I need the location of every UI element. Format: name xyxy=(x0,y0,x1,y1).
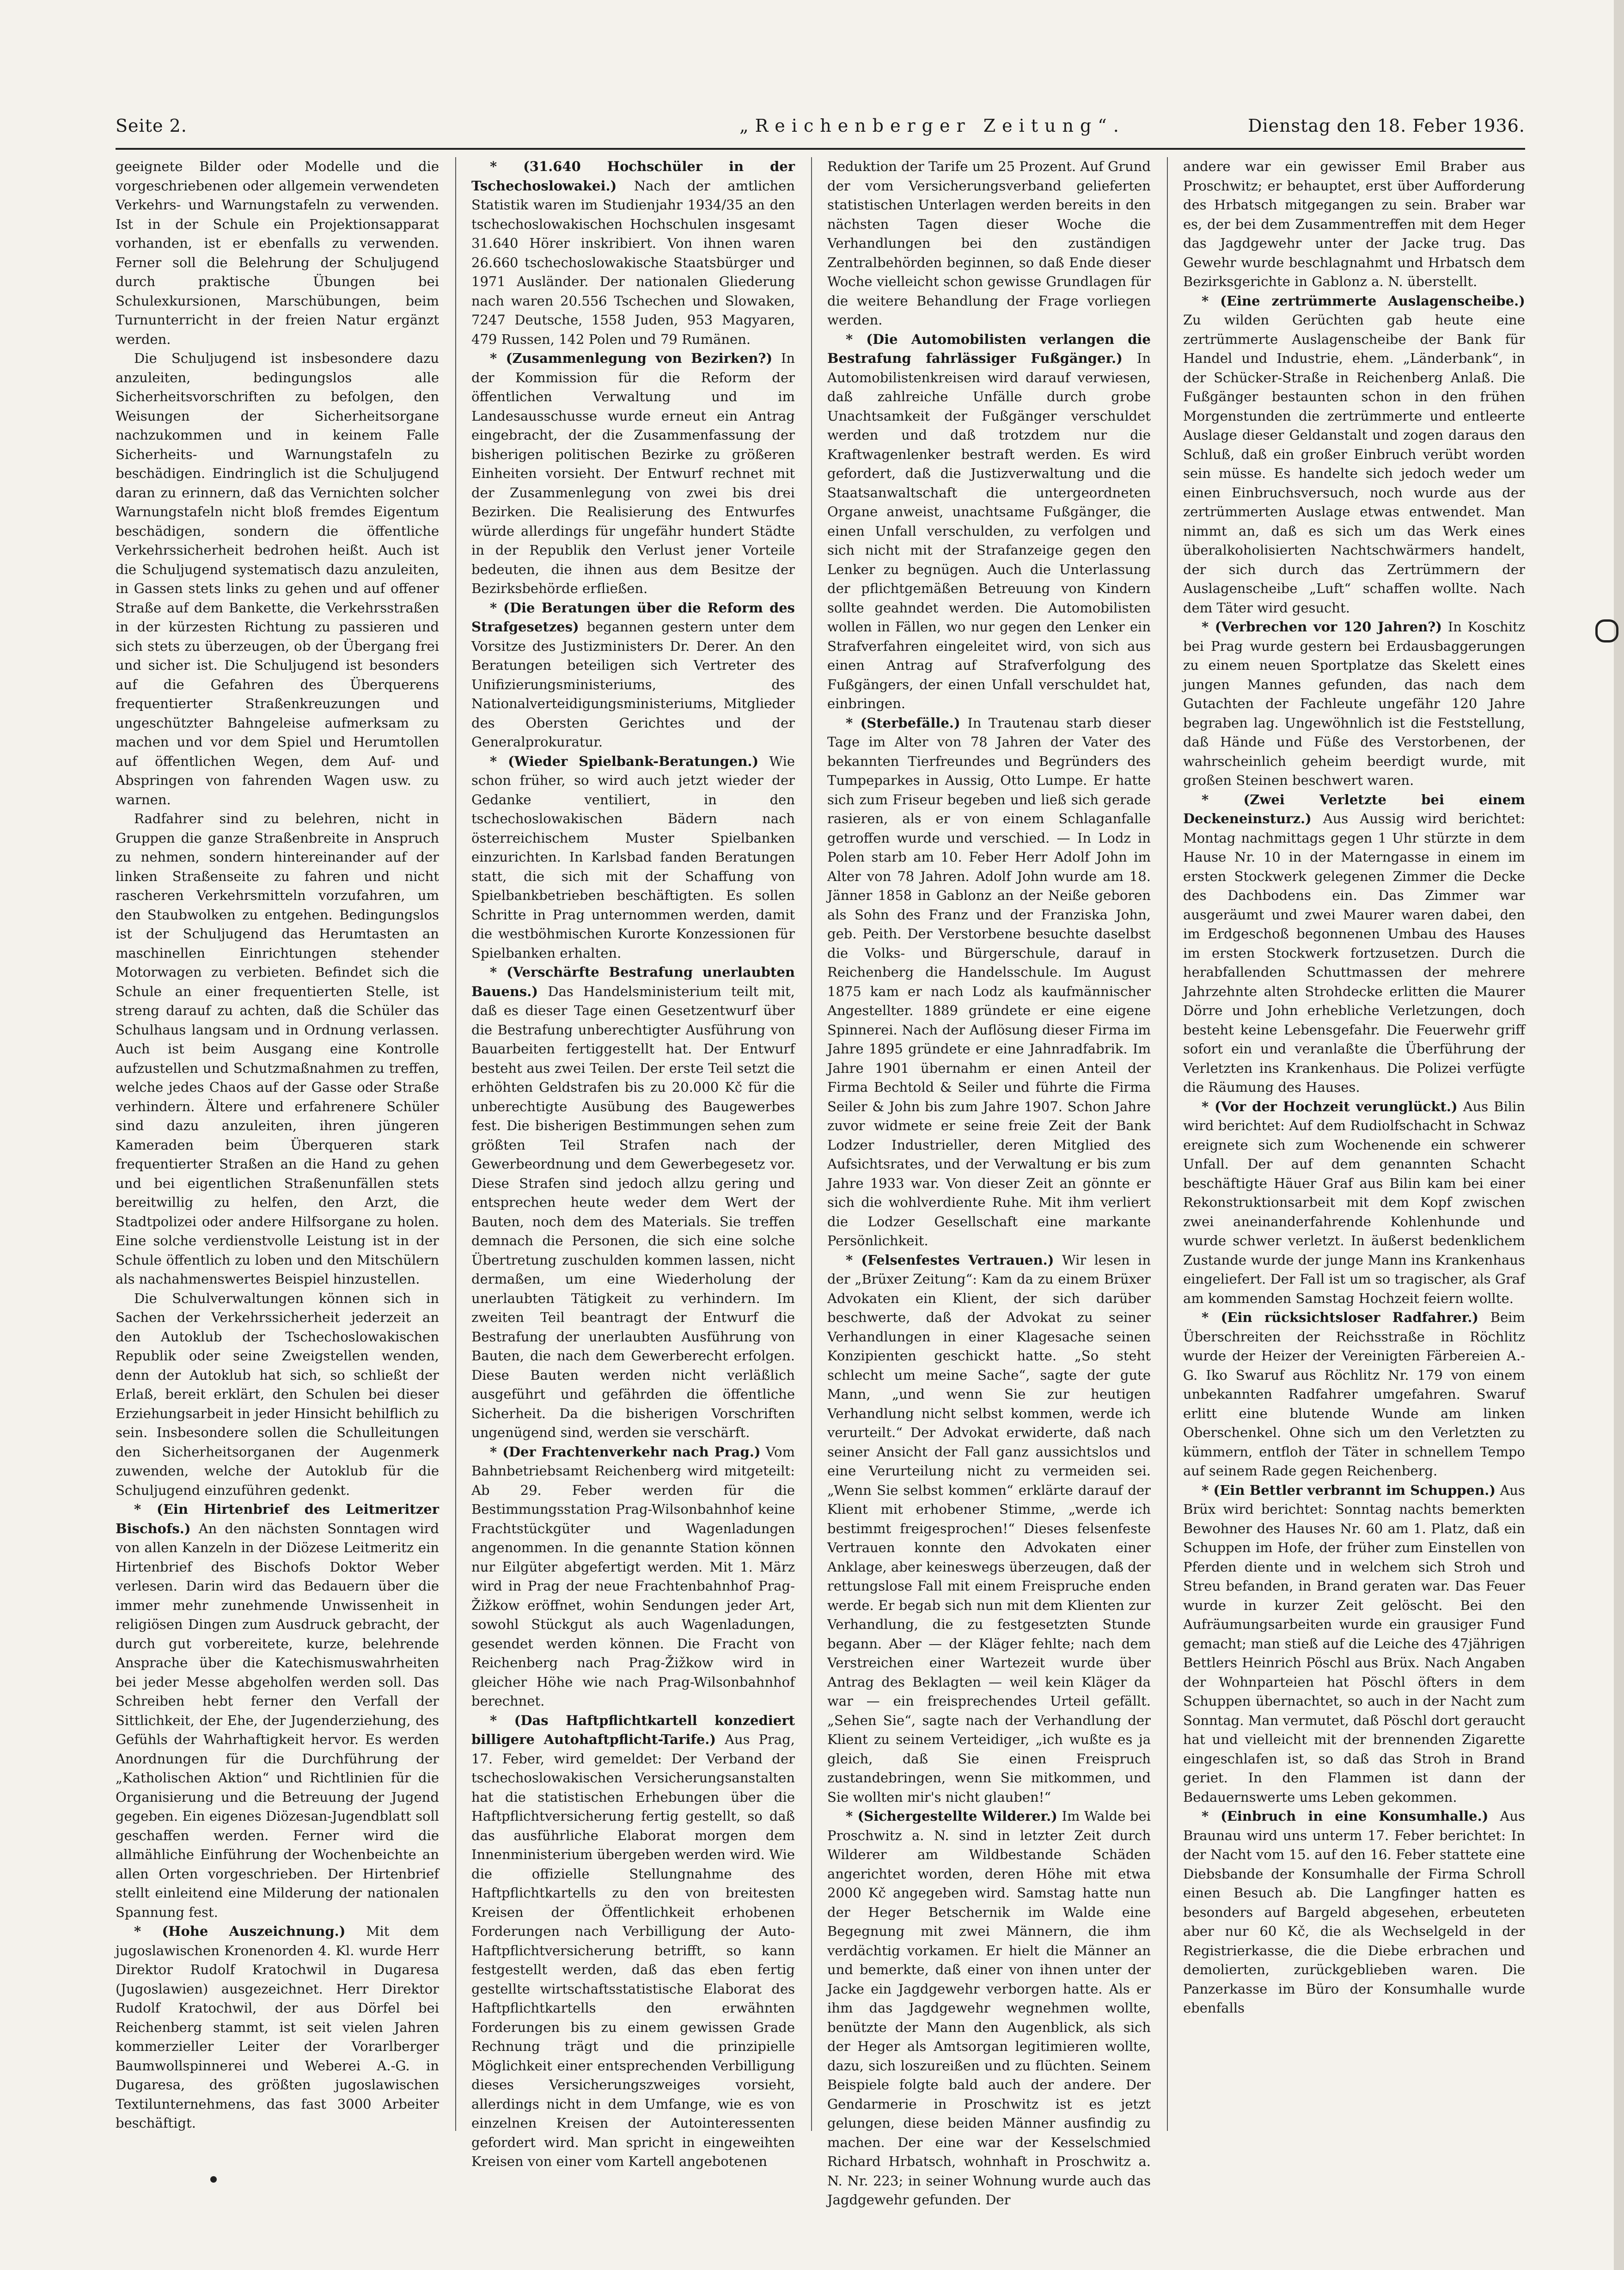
article-heading: * (Wieder Spielbank-Beratungen.) xyxy=(490,753,759,769)
column-2 xyxy=(471,157,795,2169)
column-divider xyxy=(455,157,456,2131)
article-heading: * (Eine zertrümmerte Auslagenscheibe.) xyxy=(1202,293,1525,309)
article-body: In Trautenau starb dieser Tage im Alter von 78 Jahren der Vater des bekannten Tierfreundes und Begründers des Tumpeparkes in Aussig, Otto Lumpe. Er hatte sich zum Friseur begeben und ließ sich gerade rasieren, als er von einem Schlaganfalle getroffen wurde und verschied. — In Lodz in Polen starb am 10. Feber Herr Adolf John im Alter von 78 Jahren. Adolf John wurde am 18. Jänner 1858 in Gablonz an der Neiße geboren als Sohn des Franz und der Franziska John, geb. Peith. Der Verstorbene besuchte daselbst die Volks- und Bürgerschule, darauf in Reichenberg die Handelsschule. Im August 1875 kam er nach Lodz als kaufmännischer Angestellter. 1889 gründete er eine eigene Spinnerei. Nach der Auflösung dieser Firma im Jahre 1895 gründete er eine Jahnradfabrik. Im Jahre 1901 übernahm er einen Anteil der Firma Bechtold & Seiler und führte die Firma Seiler & John bis zum Jahre 1907. Schon Jahre zuvor widmete er seine freie Zeit der Bank Lodzer Industrieller, deren Mitglied des Aufsichtsrates, und der Verwaltung er bis zum Jahre 1933 war. Von dieser Zeit an gönnte er sich die wohlverdiente Ruhe. Mit ihm verliert die Lodzer Gesellschaft eine markante Persönlichkeit. xyxy=(827,715,1151,1248)
article-heading: * (Die Automobilisten verlangen die Bestrafung fahrlässiger Fußgänger.) xyxy=(827,331,1151,366)
article-paragraph xyxy=(116,1500,439,1922)
column-1 xyxy=(116,157,439,2131)
article-body: Zu wilden Gerüchten gab heute eine zertrümmerte Auslagenscheibe der Bank für Handel und Industrie, ehem. „Länderbank“, in der Schücker-Straße in Reichenberg Anlaß. Die Fußgänger bestaunten schon in den frühen Morgenstunden die zertrümmerte und entleerte Auslage dieser Geldanstalt und zogen daraus den Schluß, daß ein großer Einbruch verübt worden sein müsse. Es handelte sich jedoch weder um einen Einbruchsversuch, noch wurde aus der zertrümmerten Auslage etwas entwendet. Man nimmt an, daß es sich um das Werk eines überalkoholisierten Nachtschwärmers handelt, der sich durch das Zertrümmern der Auslagenscheibe „Luft“ schaffen wollte. Nach dem Täter wird gesucht. xyxy=(1183,312,1525,616)
article-heading: * (Der Frachtenverkehr nach Prag.) xyxy=(490,1444,761,1460)
page-label: Seite 2. xyxy=(116,116,187,136)
article-heading: * (Felsenfestes Vertrauen.) xyxy=(846,1252,1054,1268)
article-heading: * (Zwei Verletzte bei einem Deckeneinsturz.) xyxy=(1183,791,1525,826)
article-body: begannen gestern unter dem Vorsitze des Justizministers Dr. Derer. An den Beratungen beteiligen sich Vertreter des Unifizierungsministeriums, des Nationalverteidigungsministeriums, Mitglieder des Obersten Gerichtes und der Generalprokuratur. xyxy=(471,619,795,750)
binding-mark xyxy=(1595,619,1618,642)
article-body: Radfahrer sind zu belehren, nicht in Gruppen die ganze Straßenbreite in Anspruch zu nehmen, sondern hintereinander auf der linken Straßenseite zu fahren und nicht rascheren Verkehrsmitteln vorzufahren, um den Staubwolken zu entgehen. Bedingungslos ist der Schuljugend das Herumtasten an maschinellen Einrichtungen stehender Motorwagen zu verbieten. Befindet sich die Schule an einer frequentierten Stelle, ist streng darauf zu achten, daß die Schüler das Schulhaus langsam und in Ordnung verlassen. Auch ist beim Ausgang eine Kontrolle aufzustellen und Schutzmaßnahmen zu treffen, welche jedes Chaos auf der Gasse oder Straße verhindern. Ältere und erfahrenere Schüler sind dazu anzuleiten, ihren jüngeren Kameraden beim Überqueren stark frequentierter Straßen an die Hand zu gehen und bei eigentlichen Straßenunfällen stets bereitwillig zu helfen, den Arzt, die Stadtpolizei oder andere Hilfsorgane zu holen. Eine solche verdienstvolle Leistung ist in der Schule öffentlich zu loben und den Mitschülern als nachahmenswertes Beispiel hinzustellen. xyxy=(116,811,439,1287)
text-paragraph xyxy=(116,809,439,1289)
article-paragraph xyxy=(827,1807,1151,2210)
article-heading: * (Hohe Auszeichnung.) xyxy=(134,1923,346,1939)
article-body: Aus Aussig wird berichtet: Montag nachmittags gegen 1 Uhr stürzte in dem Hause Nr. 10 in der Materngasse in einem im ersten Stockwerk gelegenen Zimmer die Decke des Dachbodens ein. Das Zimmer war ausgeräumt und zwei Maurer waren dabei, den im Erdgeschoß begonnenen Umbau des Hauses im ersten Stockwerk fortzusetzen. Durch die herabfallenden Schuttmassen der mehrere Jahrzehnte alten Strohdecke erlitten die Maurer Dörre und John erhebliche Verletzungen, doch besteht keine Lebensgefahr. Die Feuerwehr griff sofort ein und veranlaßte die Überführung der Verletzten ins Krankenhaus. Die Polizei verfügte die Räumung des Hauses. xyxy=(1183,811,1525,1095)
header-rule xyxy=(116,148,1525,150)
text-paragraph xyxy=(1183,157,1525,292)
article-body: Wir lesen in der „Brüxer Zeitung“: Kam da zu einem Brüxer Advokaten ein Klient, der sich darüber beschwerte, daß der Advokat zu seiner Verhandlungen in einer Klagesache seinen Konzipienten geschickt hatte. „So steht schlecht um meine Sache“, sagte der gute Mann, „und wenn Sie zur heutigen Verhandlung nicht selbst kommen, werde ich verurteilt.“ Der Advokat erwiderte, daß nach seiner Ansicht der Fall ganz aussichtslos und eine Verurteilung nicht zu vermeiden sei. „Wenn Sie selbst kommen“ erklärte darauf der Klient mit erhobener Stimme, „werde ich bestimmt freigesprochen!“ Dieses felsenfeste Vertrauen konnte den Advokaten einer Anklage, aber keineswegs überzeugen, daß der rettungslose Fall mit einem Freispruche enden werde. Er begab sich nun mit dem Klienten zur Verhandlung, die zu festgesetzten Stunde begann. Aber — der Kläger fehlte; nach dem Verstreichen einer Wartezeit wurde über Antrag des Beklagten — weil kein Kläger da war — ein freisprechendes Urteil gefällt. „Sehen Sie“, sagte nach der Verhandlung der Klient zu seinem Verteidiger, „ich wußte es ja gleich, daß Sie einen Freispruch zustandebringen, wenn Sie mitkommen, und Sie wollten mir's nicht glauben!“ xyxy=(827,1252,1151,1805)
article-paragraph xyxy=(471,1711,795,2172)
article-paragraph xyxy=(1183,1097,1525,1309)
article-paragraph xyxy=(1183,618,1525,790)
column-divider xyxy=(811,157,812,2131)
running-head xyxy=(116,116,1525,143)
article-heading: * (Verschärfte Bestrafung unerlaubten Bauens.) xyxy=(471,964,795,999)
article-heading: * (Sterbefälle.) xyxy=(846,715,960,731)
article-paragraph xyxy=(1183,1807,1525,2018)
article-heading: * (Zusammenlegung von Bezirken?) xyxy=(490,350,773,366)
column-divider xyxy=(1167,157,1168,2131)
article-paragraph xyxy=(116,1922,439,2133)
article-body: In der Kommission für die Reform der öffentlichen Verwaltung und im Landesausschusse wurde erneut ein Antrag eingebracht, der die Zusammenfassung der bisherigen politischen Bezirke zu größeren Einheiten vorsieht. Der Entwurf rechnet mit der Zusammenlegung von zwei bis drei Bezirken. Die Realisierung des Entwurfes würde allerdings für ungefähr hundert Städte in der Republik den Verlust jener Vorteile bedeuten, die ihnen aus dem Besitze der Bezirksbehörde erfließen. xyxy=(471,350,795,596)
ink-dot xyxy=(210,2176,217,2183)
article-body: Aus Prag, 17. Feber, wird gemeldet: Der Verband der tschechoslowakischen Versicherungsanstalten hat die statistischen Erhebungen über die Haftpflichtversicherung fertig gestellt, so daß das ausführliche Elaborat morgen dem Innenministerium übergeben werden wird. Wie die offizielle Stellungnahme des Haftpflichtkartells zu den von breitesten Kreisen der Öffentlichkeit erhobenen Forderungen nach Verbilligung der Auto-Haftpflichtversicherung betrifft, so kann festgestellt werden, daß das eben fertig gestellte wirtschaftsstatistische Elaborat des Haftpflichtkartells den erwähnten Forderungen bis zu einem gewissen Grade Rechnung trägt und die prinzipielle Möglichkeit einer entsprechenden Verbilligung dieses Versicherungszweiges vorsieht, allerdings nicht in dem Umfange, wie es von einzelnen Kreisen der Autointeressenten gefordert wird. Man spricht in eingeweihten Kreisen von einer vom Kartell angebotenen xyxy=(471,1732,795,2169)
article-body: Aus Braunau wird uns unterm 17. Feber berichtet: In der Nacht vom 15. auf den 16. Feber stattete eine Diebsbande der Konsumhalle der Firma Schroll einen Besuch ab. Die Langfinger hatten es besonders auf Bargeld abgesehen, erbeuteten aber nur 60 Kč, die als Wechselgeld in der Registrierkasse, die die Diebe erbrachen und demolierten, zurückgeblieben waren. Die Panzerkasse im Büro der Konsumhalle wurde ebenfalls xyxy=(1183,1808,1526,2016)
article-body: In Koschitz bei Prag wurde gestern bei Erdausbaggerungen zu einem neuen Sportplatze das Skelett eines jungen Mannes gefunden, das nach dem Gutachten der Fachleute ungefähr 120 Jahre begraben lag. Ungewöhnlich ist die Feststellung, daß Hände und Füße des Verstorbenen, der wahrscheinlich geheim beerdigt wurde, mit großen Steinen beschwert waren. xyxy=(1183,619,1525,788)
newspaper-title: „Reichenberger Zeitung“. xyxy=(739,116,1125,136)
article-paragraph xyxy=(1183,1481,1525,1807)
scan-edge xyxy=(1614,0,1624,2270)
article-body: Nach der amtlichen Statistik waren im Studienjahr 1934/35 an den tschechoslowakischen Hochschulen insgesamt 31.640 Hörer inskribiert. Von ihnen waren 26.660 tschechoslowakische Staatsbürger und 1971 Ausländer. Der nationalen Gliederung nach waren 20.556 Tschechen und Slowaken, 7247 Deutsche, 1558 Juden, 953 Magyaren, 479 Russen, 142 Polen und 79 Rumänen. xyxy=(471,177,795,347)
text-paragraph xyxy=(827,157,1151,330)
article-heading: * (Einbruch in eine Konsumhalle.) xyxy=(1202,1808,1489,1824)
issue-date: Dienstag den 18. Feber 1936. xyxy=(1248,116,1525,136)
article-body: andere war ein gewisser Emil Braber aus Proschwitz; er behauptet, erst über Aufforderung des Hrbatsch mitgegangen zu sein. Braber war es, der bei dem Zusammentreffen mit dem Heger das Jagdgewehr unter der Jacke trug. Das Gewehr wurde beschlagnahmt und Hrbatsch dem Bezirksgerichte in Gablonz a. N. überstellt. xyxy=(1183,159,1525,289)
article-heading: * (Ein rücksichtsloser Radfahrer.) xyxy=(1202,1309,1479,1325)
article-paragraph xyxy=(1183,790,1525,1097)
article-paragraph xyxy=(471,349,795,599)
article-body: Vom Bahnbetriebsamt Reichenberg wird mitgeteilt: Ab 29. Feber werden für die Bestimmungsstation Prag-Wilsonbahnhof keine Frachtstückgüter und Wagenladungen angenommen. In die genannte Station können nur Eilgüter abgefertigt werden. Mit 1. März wird in Prag der neue Frachtenbahnhof Prag-Žižkow eröffnet, wohin Sendungen jeder Art, sowohl Stückgut als auch Wagenladungen, gesendet werden können. Die Fracht von Reichenberg nach Prag-Žižkow wird in gleicher Höhe wie nach Prag-Wilsonbahnhof berechnet. xyxy=(471,1444,795,1709)
article-heading: * (Vor der Hochzeit verunglückt.) xyxy=(1202,1098,1458,1114)
article-heading: * (Ein Hirtenbrief des Leitmeritzer Bischofs.) xyxy=(116,1501,439,1536)
article-paragraph xyxy=(1183,1308,1525,1481)
article-body: In Automobilistenkreisen wird darauf verwiesen, daß zahlreiche Unfälle durch grobe Unachtsamkeit der Fußgänger verschuldet werden und daß trotzdem nur die Kraftwagenlenker bestraft werden. Es wird gefordert, daß die Justizverwaltung und die Staatsanwaltschaft die untergeordneten Organe anweist, unachtsame Fußgänger, die einen Unfall verschulden, zu verfolgen und sich nicht mit der Strafanzeige gegen den Lenker zu begnügen. Auch die Unterlassung der pflichtgemäßen Betreuung von Kindern sollte geahndet werden. Die Automobilisten wollen in Fällen, wo nur gegen den Lenker ein Strafverfahren eingeleitet wird, von sich aus einen Antrag auf Strafverfolgung des Fußgängers, der einen Unfall verschuldet hat, einbringen. xyxy=(827,350,1151,711)
article-paragraph xyxy=(827,1251,1151,1807)
article-body: Das Handelsministerium teilt mit, daß es dieser Tage einen Gesetzentwurf über die Bestrafung unberechtigter Ausführung von Bauarbeiten fertiggestellt hat. Der Entwurf besteht aus zwei Teilen. Der erste Teil setzt die erhöhten Geldstrafen bis zu 20.000 Kč für die unberechtigte Ausübung des Baugewerbes fest. Die bisherigen Bestimmungen sehen zum größten Teil Strafen nach der Gewerbeordnung und dem Gewerbegesetz vor. Diese Strafen sind jedoch allzu gering und entsprechen heute weder dem Wert der Bauten, noch dem des Materials. Sie treffen demnach die Personen, die sich eine solche Übertretung zuschulden kommen lassen, nicht dermaßen, um eine Wiederholung der unerlaubten Tätigkeit zu verhindern. Im zweiten Teil beantragt der Entwurf die Bestrafung der unerlaubten Ausführung von Bauten, die nach dem Gewerberecht erfolgen. Diese Bauten werden nicht verläßlich ausgeführt und gefährden die öffentliche Sicherheit. Da die bisherigen Vorschriften ungenügend sind, werden sie verschärft. xyxy=(471,983,795,1440)
article-body: Aus Brüx wird berichtet: Sonntag nachts bemerkten Bewohner des Hauses Nr. 60 am 1. Platz, daß ein Schuppen im Hofe, der früher zum Einstellen von Pferden diente und in welchem sich Stroh und Streu befanden, in Brand geraten war. Das Feuer wurde in kurzer Zeit gelöscht. Bei den Aufräumungsarbeiten wurde ein grausiger Fund gemacht; man stieß auf die Leiche des 47jährigen Bettlers Heinrich Pöschl aus Brüx. Nach Angaben der Wohnparteien hat Pöschl öfters in dem Schuppen übernachtet, so auch in der Nacht zum Sonntag. Man vermutet, daß Pöschl dort geraucht hat und vielleicht mit der brennenden Zigarette eingeschlafen ist, so daß das Stroh in Brand geriet. In den Flammen ist dann der Bedauernswerte ums Leben gekommen. xyxy=(1183,1482,1525,1805)
text-paragraph xyxy=(116,157,439,349)
article-body: Die Schuljugend ist insbesondere dazu anzuleiten, bedingungslos alle Sicherheitsvorschriften zu befolgen, den Weisungen der Sicherheitsorgane nachzukommen und in keinem Falle Sicherheits- und Warnungstafeln zu beschädigen. Eindringlich ist die Schuljugend daran zu erinnern, daß das Vernichten solcher Warnungstafeln nicht bloß fremdes Eigentum beschädigen, sondern die öffentliche Verkehrssicherheit bedrohen heißt. Auch ist die Schuljugend systematisch dazu anzuleiten, in Gassen stets links zu gehen und auf offener Straße auf dem Bankette, die Verkehrsstraßen in der kürzesten Richtung zu passieren und sich stets zu überzeugen, ob der Übergang frei und sicher ist. Die Schuljugend ist besonders auf die Gefahren des Überquerens frequentierter Straßenkreuzungen und ungeschützter Bahngeleise aufmerksam zu machen und vor dem Spiel und Herumtollen auf öffentlichen Wegen, dem Auf- und Abspringen von fahrenden Wagen usw. zu warnen. xyxy=(116,350,439,808)
text-paragraph xyxy=(116,349,439,809)
article-body: geeignete Bilder oder Modelle und die vorgeschriebenen oder allgemein verwendeten Verkehrs- und Warnungstafeln zu verwenden. Ist in der Schule ein Projektionsapparat vorhanden, ist er ebenfalls zu verwenden. Ferner soll die Belehrung der Schuljugend durch praktische Übungen bei Schulexkursionen, Marschübungen, beim Turnunterricht in der freien Natur ergänzt werden. xyxy=(116,159,439,347)
article-body: Reduktion der Tarife um 25 Prozent. Auf Grund der vom Versicherungsverband gelieferten statistischen Unterlagen werden bereits in den nächsten Tagen dieser Woche die Verhandlungen bei den zuständigen Zentralbehörden beginnen, so daß Ende dieser Woche vielleicht schon gewisse Grundlagen für die weitere Behandlung der Frage vorliegen werden. xyxy=(827,159,1151,328)
article-paragraph xyxy=(827,714,1151,1251)
article-body: Die Schulverwaltungen können sich in Sachen der Verkehrssicherheit jederzeit an den Autoklub der Tschechoslowakischen Republik oder seine Zweigstellen wenden, denn der Autoklub hat sich, so schließt der Erlaß, bereit erklärt, den Schulen bei dieser Erziehungsarbeit in jeder Hinsicht behilflich zu sein. Insbesondere sollen die Schulleitungen den Sicherheitsorganen der Augenmerk zuwenden, welche der Autoklub für die Schuljugend einzuführen gedenkt. xyxy=(116,1290,439,1498)
column-4 xyxy=(1183,157,1525,2131)
article-paragraph xyxy=(471,963,795,1443)
article-body: Aus Bilin wird berichtet: Auf dem Rudiolfschacht in Schwaz ereignete sich zum Wochenende ein schwerer Unfall. Der auf dem genannten Schacht beschäftigte Häuer Graf aus Bilin kam bei einer Rekonstruktionsarbeit mit dem Kopf zwischen zwei aneinanderfahrende Kohlenhunde und wurde schwer verletzt. In äußerst bedenklichem Zustande wurde der junge Mann ins Krankenhaus eingeliefert. Der Fall ist um so tragischer, als Graf am kommenden Samstag Hochzeit feiern wollte. xyxy=(1183,1098,1525,1306)
article-body: Beim Überschreiten der Reichsstraße in Röchlitz wurde der Heizer der Vereinigten Färbereien A.-G. Iko Swaruf aus Röchlitz Nr. 179 von einem unbekannten Radfahrer umgefahren. Swaruf erlitt eine blutende Wunde am linken Oberschenkel. Ohne sich um den Verletzten zu kümmern, entfloh der Täter in schnellem Tempo auf seinem Rade gegen Reichenberg. xyxy=(1183,1309,1525,1479)
article-paragraph xyxy=(827,330,1151,714)
article-body: Im Walde bei Proschwitz a. N. sind in letzter Zeit durch Wilderer am Wildbestande Schäden angerichtet worden, deren Höhe mit etwa 2000 Kč angegeben wird. Samstag hatte nun der Heger Betschernik im Walde eine Begegnung mit zwei Männern, die ihm verdächtig vorkamen. Er hielt die Männer an und bemerkte, daß einer von ihnen unter der Jacke ein Jagdgewehr verborgen hatte. Als er ihm das Jagdgewehr wegnehmen wollte, benützte der Mann den Augenblick, als sich der Heger als Amtsorgan legitimieren wollte, dazu, sich loszureißen und zu flüchten. Seinem Beispiele folgte bald auch der andere. Der Gendarmerie in Proschwitz ist es jetzt gelungen, diese beiden Männer ausfindig zu machen. Der eine war der Kesselschmied Richard Hrbatsch, wohnhaft in Proschwitz a. N. Nr. 223; in seiner Wohnung wurde auch das Jagdgewehr gefunden. Der xyxy=(827,1808,1151,2208)
article-paragraph xyxy=(1183,292,1525,618)
column-3 xyxy=(827,157,1151,2208)
article-heading: * (Sichergestellte Wilderer.) xyxy=(846,1808,1057,1824)
article-body: Wie schon früher, so wird auch jetzt wieder der Gedanke ventiliert, in den tschechoslowakischen Bädern nach österreichischem Muster Spielbanken einzurichten. In Karlsbad fanden Beratungen statt, die sich mit der Schaffung von Spielbankbetrieben beschäftigten. Es sollen Schritte in Prag unternommen werden, damit die westböhmischen Kurorte Konzessionen für Spielbanken erhalten. xyxy=(471,753,795,961)
article-paragraph xyxy=(471,752,795,963)
text-paragraph xyxy=(116,1289,439,1500)
article-paragraph xyxy=(471,599,795,752)
article-heading: * (Verbrechen vor 120 Jahren?) xyxy=(1202,619,1442,635)
article-heading: * (Die Beratungen über die Reform des Strafgesetzes) xyxy=(471,600,795,635)
article-heading: * (Das Haftpflichtkartell konzediert billigere Autohaftpflicht-Tarife.) xyxy=(471,1712,795,1747)
article-heading: * (31.640 Hochschüler in der Tschechoslowakei.) xyxy=(471,159,795,194)
article-paragraph xyxy=(471,1443,795,1711)
article-body: Mit dem jugoslawischen Kronenorden 4. Kl. wurde Herr Direktor Rudolf Kratochwil in Dugaresa (Jugoslawien) ausgezeichnet. Herr Direktor Rudolf Kratochwil, der aus Dörfel bei Reichenberg stammt, ist seit vielen Jahren kommerzieller Leiter der Vorarlberger Baumwollspinnerei und Weberei A.-G. in Dugaresa, des größten jugoslawischen Textilunternehmens, das fast 3000 Arbeiter beschäftigt. xyxy=(116,1923,439,2131)
article-paragraph xyxy=(471,157,795,349)
article-heading: * (Ein Bettler verbrannt im Schuppen.) xyxy=(1202,1482,1496,1498)
article-body: An den nächsten Sonntagen wird von allen Kanzeln in der Diözese Leitmeritz ein Hirtenbrief des Bischofs Doktor Weber verlesen. Darin wird das Bedauern über die immer mehr zunehmende Unwissenheit in religiösen Dingen zum Ausdruck gebracht, der durch gut vorbereitete, kurze, belehrende Ansprache über die Katechismuswahrheiten bei jeder Messe abgeholfen werden soll. Das Schreiben hebt ferner den Verfall der Sittlichkeit, der Ehe, der Jugenderziehung, des Gefühls der Wahrhaftigkeit hervor. Es werden Anordnungen für die Durchführung der „Katholischen Aktion“ und Richtlinien für die Organisierung und die Betreuung der Jugend gegeben. Ein eigenes Diözesan-Jugendblatt soll geschaffen werden. Ferner wird die allmähliche Einführung der Wochenbeichte an allen Orten vorgeschrieben. Der Hirtenbrief stellt einleitend eine Milderung der nationalen Spannung fest. xyxy=(116,1520,439,1920)
